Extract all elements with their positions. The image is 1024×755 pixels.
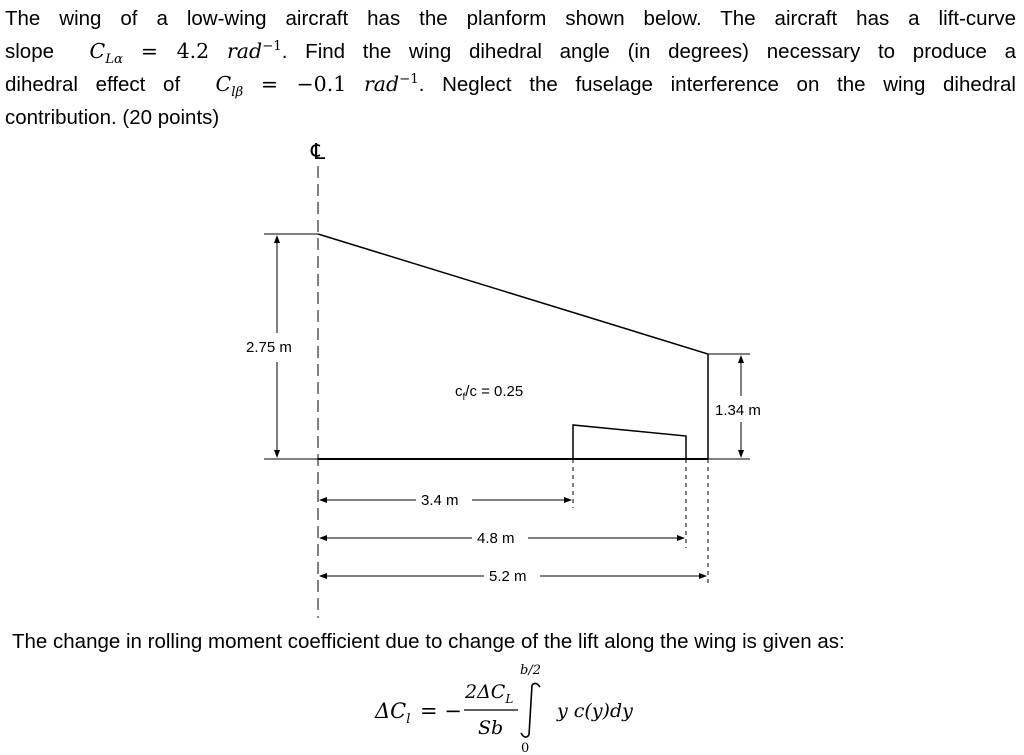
- tip-chord-arrow-bottom: [738, 450, 744, 458]
- cl-alpha-value: = 4.2: [140, 39, 210, 63]
- cl-alpha-symbol: $C_{L\alpha}$: [89, 39, 124, 68]
- root-chord-arrow-top: [274, 235, 280, 243]
- wing-leading-edge: [318, 234, 708, 459]
- dim-4-8-arrow-right: [677, 535, 685, 541]
- centerline-symbol: ℄: [311, 140, 326, 165]
- dim-4-8-arrow-left: [319, 535, 327, 541]
- dim-3-4-label: 3.4 m: [421, 492, 459, 509]
- problem-line-2: slope $C_{L\alpha} = 4.2$ rad$^{-1}$. Find the wing dihedral angle (in degrees) necessary to produce a: [5, 39, 1017, 68]
- cl-beta-symbol: $C_{l\beta}$: [215, 72, 244, 101]
- root-chord-arrow-bottom: [274, 450, 280, 458]
- tip-chord-label: 1.34 m: [715, 402, 761, 419]
- root-chord-label: 2.75 m: [246, 339, 292, 356]
- rolling-moment-equation: [372, 660, 692, 755]
- flap-outline: [573, 425, 686, 459]
- flap-chord-ratio-label: $c_f/c = 0.25$: [455, 383, 524, 403]
- eq-denominator: Sb: [478, 717, 504, 739]
- problem-line-4: contribution. (20 points): [5, 106, 220, 129]
- eq-lhs: $\Delta C_l$: [375, 699, 411, 727]
- problem-line-1: The wing of a low-wing aircraft has the planform shown below. The aircraft has a lift-curve: [5, 7, 1016, 30]
- dim-5-2-arrow-left: [319, 573, 327, 579]
- dim-3-4-arrow-right: [564, 497, 572, 503]
- tip-chord-arrow-top: [738, 355, 744, 363]
- eq-numerator: $2\Delta C_L$: [465, 681, 514, 706]
- dim-5-2-arrow-right: [699, 573, 707, 579]
- problem-line-3: dihedral effect of $C_{l\beta} = -0.1$ rad$^{-1}$. Neglect the fuselage interference on the wing dihedral: [5, 72, 1016, 101]
- dim-4-8-label: 4.8 m: [477, 530, 515, 547]
- dim-5-2-label: 5.2 m: [489, 568, 527, 585]
- eq-integrand: y c(y)dy: [557, 700, 633, 722]
- integral-sign: [521, 683, 540, 737]
- rolling-moment-paragraph: The change in rolling moment coefficient due to change of the lift along the wing is given as:: [12, 630, 845, 653]
- eq-equals-minus: = −: [420, 699, 462, 723]
- eq-lower-limit: 0: [521, 741, 530, 755]
- cl-beta-value: = −0.1: [260, 72, 347, 96]
- dim-3-4-arrow-left: [319, 497, 327, 503]
- eq-upper-limit: b/2: [520, 663, 541, 678]
